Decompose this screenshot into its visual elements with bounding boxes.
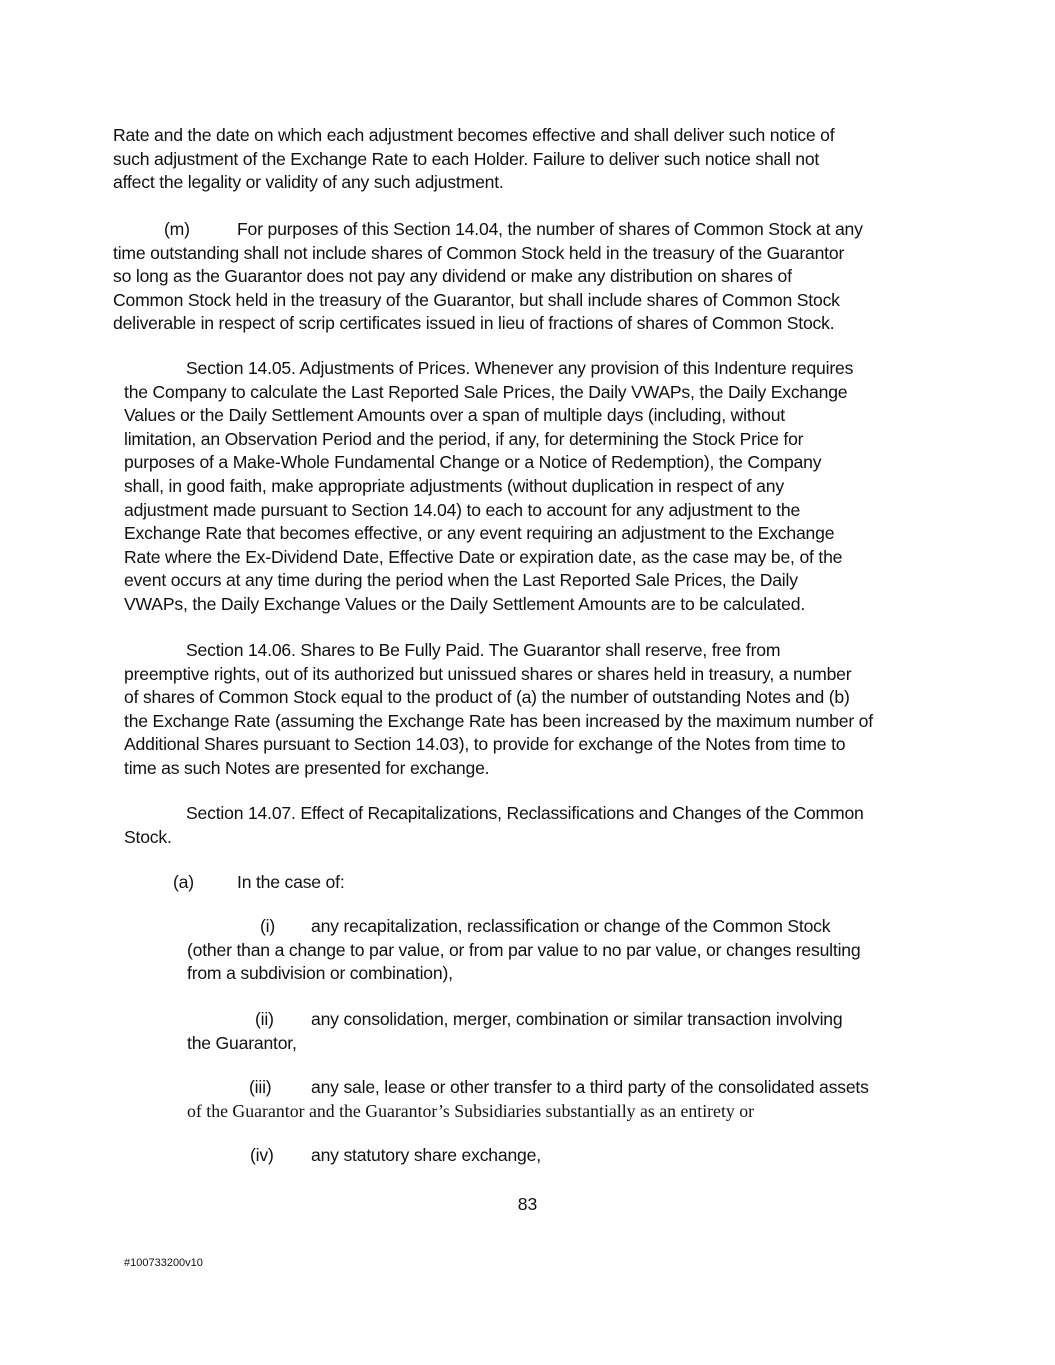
text-line: VWAPs, the Daily Exchange Values or the Daily Settlement Amounts are to be calculated. bbox=[124, 593, 806, 614]
text-line: time as such Notes are presented for exchange. bbox=[124, 757, 490, 778]
text-line: deliverable in respect of scrip certificates issued in lieu of fractions of shares of Common Stock. bbox=[113, 313, 835, 334]
text-line: Additional Shares pursuant to Section 14.03), to provide for exchange of the Notes from time to bbox=[124, 734, 846, 755]
text-line: preemptive rights, out of its authorized but unissued shares or shares held in treasury, a number bbox=[124, 663, 852, 684]
clause-a-text: In the case of: bbox=[237, 872, 345, 892]
page-number: 83 bbox=[517, 1194, 538, 1214]
clause-label-m: (m) bbox=[164, 219, 190, 239]
text-line: purposes of a Make-Whole Fundamental Change or a Notice of Redemption), the Company bbox=[124, 452, 822, 473]
text-line: any consolidation, merger, combination or similar transaction involving bbox=[311, 1009, 843, 1029]
clause-label-a: (a) bbox=[173, 872, 194, 892]
text-line: (other than a change to par value, or from par value to no par value, or changes resulting bbox=[187, 939, 861, 960]
text-line: Rate and the date on which each adjustment becomes effective and shall deliver such notice of bbox=[113, 125, 835, 145]
section-14-05-body bbox=[124, 381, 847, 617]
text-line: Stock. bbox=[124, 826, 172, 847]
item-label-iv: (iv) bbox=[250, 1145, 274, 1165]
text-line: Rate where the Ex-Dividend Date, Effective Date or expiration date, as the case may be, of the bbox=[124, 546, 843, 567]
text-line: any statutory share exchange, bbox=[311, 1145, 541, 1165]
text-line: affect the legality or validity of any such adjustment. bbox=[113, 172, 504, 193]
text-line: of the Guarantor and the Guarantor’s Subsidiaries substantially as an entirety or bbox=[187, 1100, 755, 1121]
item-label-iii: (iii) bbox=[249, 1077, 272, 1097]
section-14-06-heading: Section 14.06. Shares to Be Fully Paid. The Guarantor shall reserve, free from bbox=[186, 640, 781, 660]
text-line: such adjustment of the Exchange Rate to each Holder. Failure to deliver such notice shall not bbox=[113, 148, 820, 169]
text-line: any sale, lease or other transfer to a third party of the consolidated assets bbox=[311, 1077, 869, 1097]
item-i-body bbox=[187, 939, 860, 986]
text-line: shall, in good faith, make appropriate adjustments (without duplication in respect of any bbox=[124, 475, 784, 496]
paragraph-continuation bbox=[113, 124, 834, 195]
text-line: Common Stock held in the treasury of the Guarantor, but shall include shares of Common Stock bbox=[113, 289, 840, 310]
text-line: time outstanding shall not include shares of Common Stock held in the treasury of the Guarantor bbox=[113, 242, 845, 263]
text-line: from a subdivision or combination), bbox=[187, 963, 453, 984]
text-line: any recapitalization, reclassification or change of the Common Stock bbox=[311, 916, 831, 936]
text-line: For purposes of this Section 14.04, the number of shares of Common Stock at any bbox=[237, 219, 863, 239]
clause-m-body bbox=[113, 242, 844, 336]
item-iii-body bbox=[187, 1100, 754, 1124]
item-label-ii: (ii) bbox=[255, 1009, 274, 1029]
text-line: event occurs at any time during the period when the Last Reported Sale Prices, the Daily bbox=[124, 570, 798, 591]
text-line: Exchange Rate that becomes effective, or any event requiring an adjustment to the Exchange bbox=[124, 523, 835, 544]
section-14-07-heading: Section 14.07. Effect of Recapitalizations, Reclassifications and Changes of the Common bbox=[186, 803, 864, 823]
section-14-05-heading: Section 14.05. Adjustments of Prices. Whenever any provision of this Indenture requires bbox=[186, 358, 854, 378]
text-line: limitation, an Observation Period and the period, if any, for determining the Stock Price for bbox=[124, 428, 804, 449]
item-ii-body bbox=[187, 1032, 297, 1056]
text-line: the Company to calculate the Last Reported Sale Prices, the Daily VWAPs, the Daily Exchange bbox=[124, 381, 848, 402]
text-line: Values or the Daily Settlement Amounts over a span of multiple days (including, without bbox=[124, 405, 785, 426]
section-14-06-body bbox=[124, 663, 873, 781]
text-line: the Guarantor, bbox=[187, 1032, 297, 1053]
document-id: #100733200v10 bbox=[124, 1257, 203, 1269]
item-label-i: (i) bbox=[260, 916, 276, 936]
text-line: adjustment made pursuant to Section 14.04) to each to account for any adjustment to the bbox=[124, 499, 801, 520]
section-14-07-body bbox=[124, 826, 172, 850]
text-line: so long as the Guarantor does not pay any dividend or make any distribution on shares of bbox=[113, 266, 792, 287]
text-line: the Exchange Rate (assuming the Exchange Rate has been increased by the maximum number of bbox=[124, 710, 873, 731]
text-line: of shares of Common Stock equal to the product of (a) the number of outstanding Notes and (b) bbox=[124, 687, 850, 708]
